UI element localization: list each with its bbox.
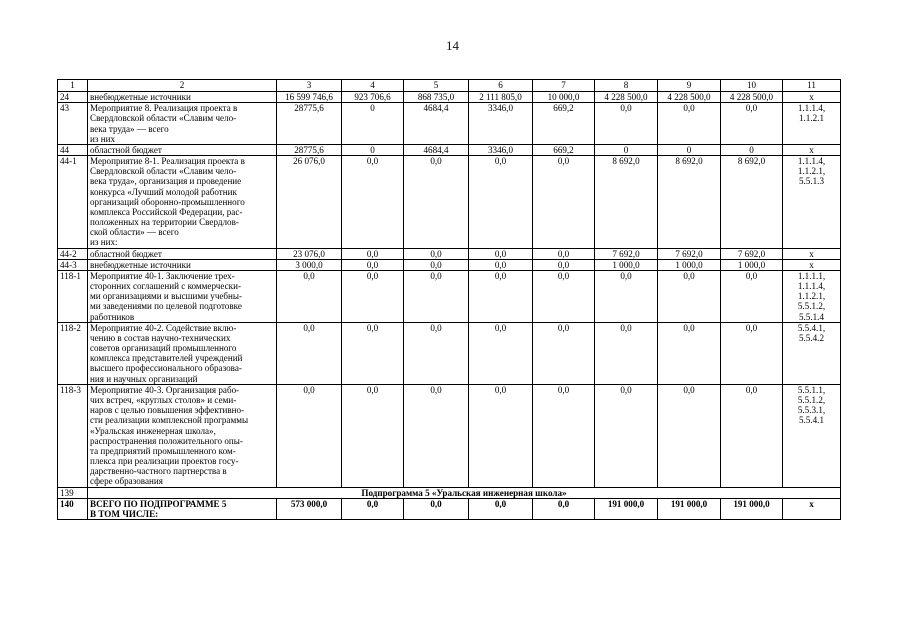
row-name bbox=[88, 248, 277, 259]
value-cell: 0,0 bbox=[469, 259, 533, 270]
target-refs-line: x bbox=[809, 498, 814, 509]
value-cell: 0,0 bbox=[533, 498, 595, 519]
row-name bbox=[88, 103, 277, 145]
header-cell: 6 bbox=[469, 80, 533, 92]
row-number: 24 bbox=[58, 92, 88, 103]
value-cell: 0,0 bbox=[342, 384, 404, 487]
row-name-line: Мероприятие 8. Реализация проекта в bbox=[90, 103, 238, 114]
table-row bbox=[58, 498, 841, 519]
row-name bbox=[88, 92, 277, 103]
value-cell: 0,0 bbox=[469, 498, 533, 519]
target-refs-line: 5.5.1.2, bbox=[797, 394, 826, 405]
row-name-line: та предприятий промышленного ком- bbox=[90, 445, 236, 456]
table-row bbox=[58, 384, 841, 487]
row-name-line: ми заведениями по целевой подготовке bbox=[90, 301, 242, 312]
value-cell: 0,0 bbox=[533, 270, 595, 322]
target-refs-line: x bbox=[809, 144, 814, 155]
row-name-line: дарственно-частного партнерства в bbox=[90, 466, 227, 477]
value-cell: 0,0 bbox=[658, 103, 721, 145]
page-number: 14 bbox=[446, 38, 459, 53]
value-cell: 2 111 805,0 bbox=[469, 92, 533, 103]
target-refs-line: 5.5.1.4 bbox=[798, 311, 824, 322]
value-cell: 0,0 bbox=[342, 270, 404, 322]
target-refs-line: 1.1.2.1, bbox=[797, 291, 826, 302]
row-name-line: из них bbox=[90, 133, 116, 144]
row-name-line: чению в состав научно-технических bbox=[90, 332, 231, 343]
value-cell: 0,0 bbox=[342, 248, 404, 259]
value-cell: 0,0 bbox=[658, 270, 721, 322]
value-cell: 7 692,0 bbox=[595, 248, 658, 259]
value-cell: 28775,6 bbox=[277, 144, 342, 155]
row-name-line: века труда» — всего bbox=[90, 123, 169, 134]
value-cell: 4 228 500,0 bbox=[595, 92, 658, 103]
value-cell: 7 692,0 bbox=[658, 248, 721, 259]
header-cell: 4 bbox=[342, 80, 404, 92]
value-cell: 23 076,0 bbox=[277, 248, 342, 259]
value-cell: 0,0 bbox=[658, 384, 721, 487]
value-cell: 0,0 bbox=[533, 322, 595, 384]
target-refs-line: 1.1.1.4, bbox=[797, 281, 826, 292]
row-number: 44-3 bbox=[58, 259, 88, 270]
value-cell: 0,0 bbox=[721, 103, 783, 145]
value-cell: 191 000,0 bbox=[721, 498, 783, 519]
value-cell: 0,0 bbox=[469, 322, 533, 384]
value-cell: 0,0 bbox=[721, 270, 783, 322]
row-name bbox=[88, 384, 277, 487]
value-cell: 0 bbox=[342, 103, 404, 145]
value-cell: 0,0 bbox=[342, 259, 404, 270]
target-refs-line: 5.5.4.1 bbox=[798, 415, 824, 426]
row-name-line: чих встреч, «круглых столов» и семи- bbox=[90, 394, 237, 405]
value-cell: 0,0 bbox=[658, 322, 721, 384]
value-cell: 3 000,0 bbox=[277, 259, 342, 270]
target-refs bbox=[783, 322, 841, 384]
value-cell: 0,0 bbox=[533, 384, 595, 487]
target-refs-line: 5.5.4.2 bbox=[798, 332, 824, 343]
row-name-line: ской области» — всего bbox=[90, 227, 179, 238]
table-row bbox=[58, 103, 841, 145]
value-cell: 1 000,0 bbox=[721, 259, 783, 270]
value-cell: 0,0 bbox=[342, 156, 404, 249]
value-cell: 26 076,0 bbox=[277, 156, 342, 249]
value-cell: 669,2 bbox=[533, 103, 595, 145]
value-cell: 923 706,6 bbox=[342, 92, 404, 103]
row-name-line: областной бюджет bbox=[90, 144, 162, 155]
target-refs-line: 5.5.3.1, bbox=[797, 405, 826, 416]
value-cell: 1 000,0 bbox=[658, 259, 721, 270]
value-cell: 0,0 bbox=[721, 384, 783, 487]
value-cell: 4 228 500,0 bbox=[658, 92, 721, 103]
value-cell: 191 000,0 bbox=[595, 498, 658, 519]
table-row bbox=[58, 270, 841, 322]
value-cell: 669,2 bbox=[533, 144, 595, 155]
value-cell: 0 bbox=[342, 144, 404, 155]
target-refs-line: 5.5.1.1, bbox=[797, 384, 826, 395]
row-number: 118-1 bbox=[58, 270, 88, 322]
target-refs bbox=[783, 270, 841, 322]
value-cell: 0,0 bbox=[469, 270, 533, 322]
header-cell: 1 bbox=[58, 80, 88, 92]
target-refs bbox=[783, 144, 841, 155]
value-cell: 0,0 bbox=[595, 270, 658, 322]
value-cell: 0,0 bbox=[404, 384, 469, 487]
target-refs-line: 1.1.2.1 bbox=[798, 113, 824, 124]
row-name-line: положенных на территории Свердлов- bbox=[90, 217, 239, 228]
row-name-line: комплекса Российской Федерации, рас- bbox=[90, 206, 243, 217]
value-cell: 0,0 bbox=[469, 384, 533, 487]
value-cell: 0,0 bbox=[533, 259, 595, 270]
header-row bbox=[58, 80, 841, 92]
target-refs-line: 5.5.1.3 bbox=[798, 176, 824, 187]
value-cell: 573 000,0 bbox=[277, 498, 342, 519]
value-cell: 8 692,0 bbox=[595, 156, 658, 249]
row-name bbox=[88, 322, 277, 384]
row-name-line: Мероприятие 40-1. Заключение трех- bbox=[90, 270, 235, 281]
value-cell: 0,0 bbox=[404, 270, 469, 322]
row-name-line: высшего профессионального образова- bbox=[90, 363, 242, 374]
value-cell: 4684,4 bbox=[404, 144, 469, 155]
target-refs bbox=[783, 259, 841, 270]
table-row bbox=[58, 144, 841, 155]
table-row bbox=[58, 156, 841, 249]
value-cell: 28775,6 bbox=[277, 103, 342, 145]
row-name-line: сторонних соглашений с коммерчески- bbox=[90, 281, 241, 292]
target-refs-line: 1.1.1.1, bbox=[797, 270, 826, 281]
row-name-line: века труда», организация и проведение bbox=[90, 176, 242, 187]
section-title: Подпрограмма 5 «Уральская инженерная школа» bbox=[88, 487, 841, 498]
target-refs-line: 5.5.1.2, bbox=[797, 301, 826, 312]
value-cell: 0,0 bbox=[404, 322, 469, 384]
row-name-line: конкурса «Лучший молодой работник bbox=[90, 186, 237, 197]
row-name bbox=[88, 144, 277, 155]
row-number: 44 bbox=[58, 144, 88, 155]
row-name bbox=[88, 156, 277, 249]
target-refs-line: x bbox=[809, 248, 814, 259]
value-cell: 0,0 bbox=[469, 156, 533, 249]
row-number: 44-2 bbox=[58, 248, 88, 259]
value-cell: 0,0 bbox=[404, 248, 469, 259]
row-name-line: Свердловской области «Славим чело- bbox=[90, 113, 237, 124]
table-row bbox=[58, 92, 841, 103]
value-cell: 0,0 bbox=[595, 384, 658, 487]
row-name-line: из них: bbox=[90, 237, 118, 248]
value-cell: 1 000,0 bbox=[595, 259, 658, 270]
target-refs bbox=[783, 248, 841, 259]
value-cell: 0,0 bbox=[404, 156, 469, 249]
value-cell: 0,0 bbox=[721, 322, 783, 384]
value-cell: 0,0 bbox=[277, 270, 342, 322]
row-name-line: «Уральская инженерная школа», bbox=[90, 425, 216, 436]
row-name-line: работников bbox=[90, 311, 135, 322]
value-cell: 0,0 bbox=[533, 248, 595, 259]
row-number: 118-3 bbox=[58, 384, 88, 487]
header-cell: 8 bbox=[595, 80, 658, 92]
row-number: 43 bbox=[58, 103, 88, 145]
value-cell: 3346,0 bbox=[469, 144, 533, 155]
target-refs-line: x bbox=[809, 92, 814, 102]
value-cell: 16 599 746,6 bbox=[277, 92, 342, 103]
header-cell: 9 bbox=[658, 80, 721, 92]
target-refs-line: x bbox=[809, 259, 814, 270]
row-name-line: сфере образования bbox=[90, 476, 163, 487]
row-name bbox=[88, 498, 277, 519]
value-cell: 8 692,0 bbox=[658, 156, 721, 249]
row-name-line: Свердловской области «Славим чело- bbox=[90, 166, 237, 177]
target-refs-line: 1.1.1.4, bbox=[797, 103, 826, 114]
row-number: 118-2 bbox=[58, 322, 88, 384]
value-cell: 4 228 500,0 bbox=[721, 92, 783, 103]
row-name-line: наров с целью повышения эффективно- bbox=[90, 405, 245, 416]
row-name-line: внебюджетные источники bbox=[90, 259, 191, 270]
target-refs-line: 1.1.1.4, bbox=[797, 156, 826, 167]
target-refs-line: 1.1.2.1, bbox=[797, 166, 826, 177]
value-cell: 0,0 bbox=[533, 156, 595, 249]
value-cell: 868 735,0 bbox=[404, 92, 469, 103]
value-cell: 8 692,0 bbox=[721, 156, 783, 249]
row-number: 140 bbox=[58, 498, 88, 519]
row-name-line: ми организациями и высшими учебны- bbox=[90, 291, 243, 302]
value-cell: 0,0 bbox=[595, 322, 658, 384]
table-row bbox=[58, 248, 841, 259]
row-name-line: Мероприятие 40-3. Организация рабо- bbox=[90, 384, 240, 395]
row-name-line: В ТОМ ЧИСЛЕ: bbox=[90, 508, 159, 519]
program-table bbox=[57, 79, 841, 520]
section-row bbox=[58, 487, 841, 498]
target-refs bbox=[783, 92, 841, 103]
row-name bbox=[88, 259, 277, 270]
row-name-line: ВСЕГО ПО ПОДПРОГРАММЕ 5 bbox=[90, 498, 227, 509]
value-cell: 0,0 bbox=[277, 384, 342, 487]
header-cell: 10 bbox=[721, 80, 783, 92]
row-name bbox=[88, 270, 277, 322]
value-cell: 4684,4 bbox=[404, 103, 469, 145]
value-cell: 0,0 bbox=[595, 103, 658, 145]
value-cell: 191 000,0 bbox=[658, 498, 721, 519]
table-row bbox=[58, 322, 841, 384]
header-cell: 5 bbox=[404, 80, 469, 92]
value-cell: 0 bbox=[595, 144, 658, 155]
value-cell: 3346,0 bbox=[469, 103, 533, 145]
row-name-line: комплекса представителей учреждений bbox=[90, 353, 243, 364]
header-cell: 7 bbox=[533, 80, 595, 92]
row-name-line: советов организаций промышленного bbox=[90, 343, 237, 354]
value-cell: 0,0 bbox=[342, 322, 404, 384]
value-cell: 0,0 bbox=[342, 498, 404, 519]
row-name-line: ния и научных организаций bbox=[90, 373, 198, 384]
header-cell: 3 bbox=[277, 80, 342, 92]
target-refs bbox=[783, 498, 841, 519]
row-name-line: организаций оборонно-промышленного bbox=[90, 196, 245, 207]
table-body bbox=[58, 80, 841, 520]
header-cell: 11 bbox=[783, 80, 841, 92]
row-number: 139 bbox=[58, 487, 88, 498]
value-cell: 0,0 bbox=[469, 248, 533, 259]
target-refs-line: 5.5.4.1, bbox=[797, 322, 826, 333]
value-cell: 0,0 bbox=[404, 498, 469, 519]
target-refs bbox=[783, 156, 841, 249]
value-cell: 7 692,0 bbox=[721, 248, 783, 259]
row-name-line: распространения положительного опы- bbox=[90, 435, 243, 446]
row-name-line: внебюджетные источники bbox=[90, 92, 191, 102]
row-name-line: областной бюджет bbox=[90, 248, 162, 259]
value-cell: 0 bbox=[721, 144, 783, 155]
row-name-line: Мероприятие 8-1. Реализация проекта в bbox=[90, 156, 245, 167]
value-cell: 0,0 bbox=[404, 259, 469, 270]
table-row bbox=[58, 259, 841, 270]
row-name-line: плекса при реализации проектов госу- bbox=[90, 456, 239, 467]
row-number: 44-1 bbox=[58, 156, 88, 249]
row-name-line: сти реализации комплексной программы bbox=[90, 415, 249, 426]
target-refs bbox=[783, 384, 841, 487]
value-cell: 0 bbox=[658, 144, 721, 155]
target-refs bbox=[783, 103, 841, 145]
value-cell: 10 000,0 bbox=[533, 92, 595, 103]
header-cell: 2 bbox=[88, 80, 277, 92]
value-cell: 0,0 bbox=[277, 322, 342, 384]
row-name-line: Мероприятие 40-2. Содействие вклю- bbox=[90, 322, 237, 333]
